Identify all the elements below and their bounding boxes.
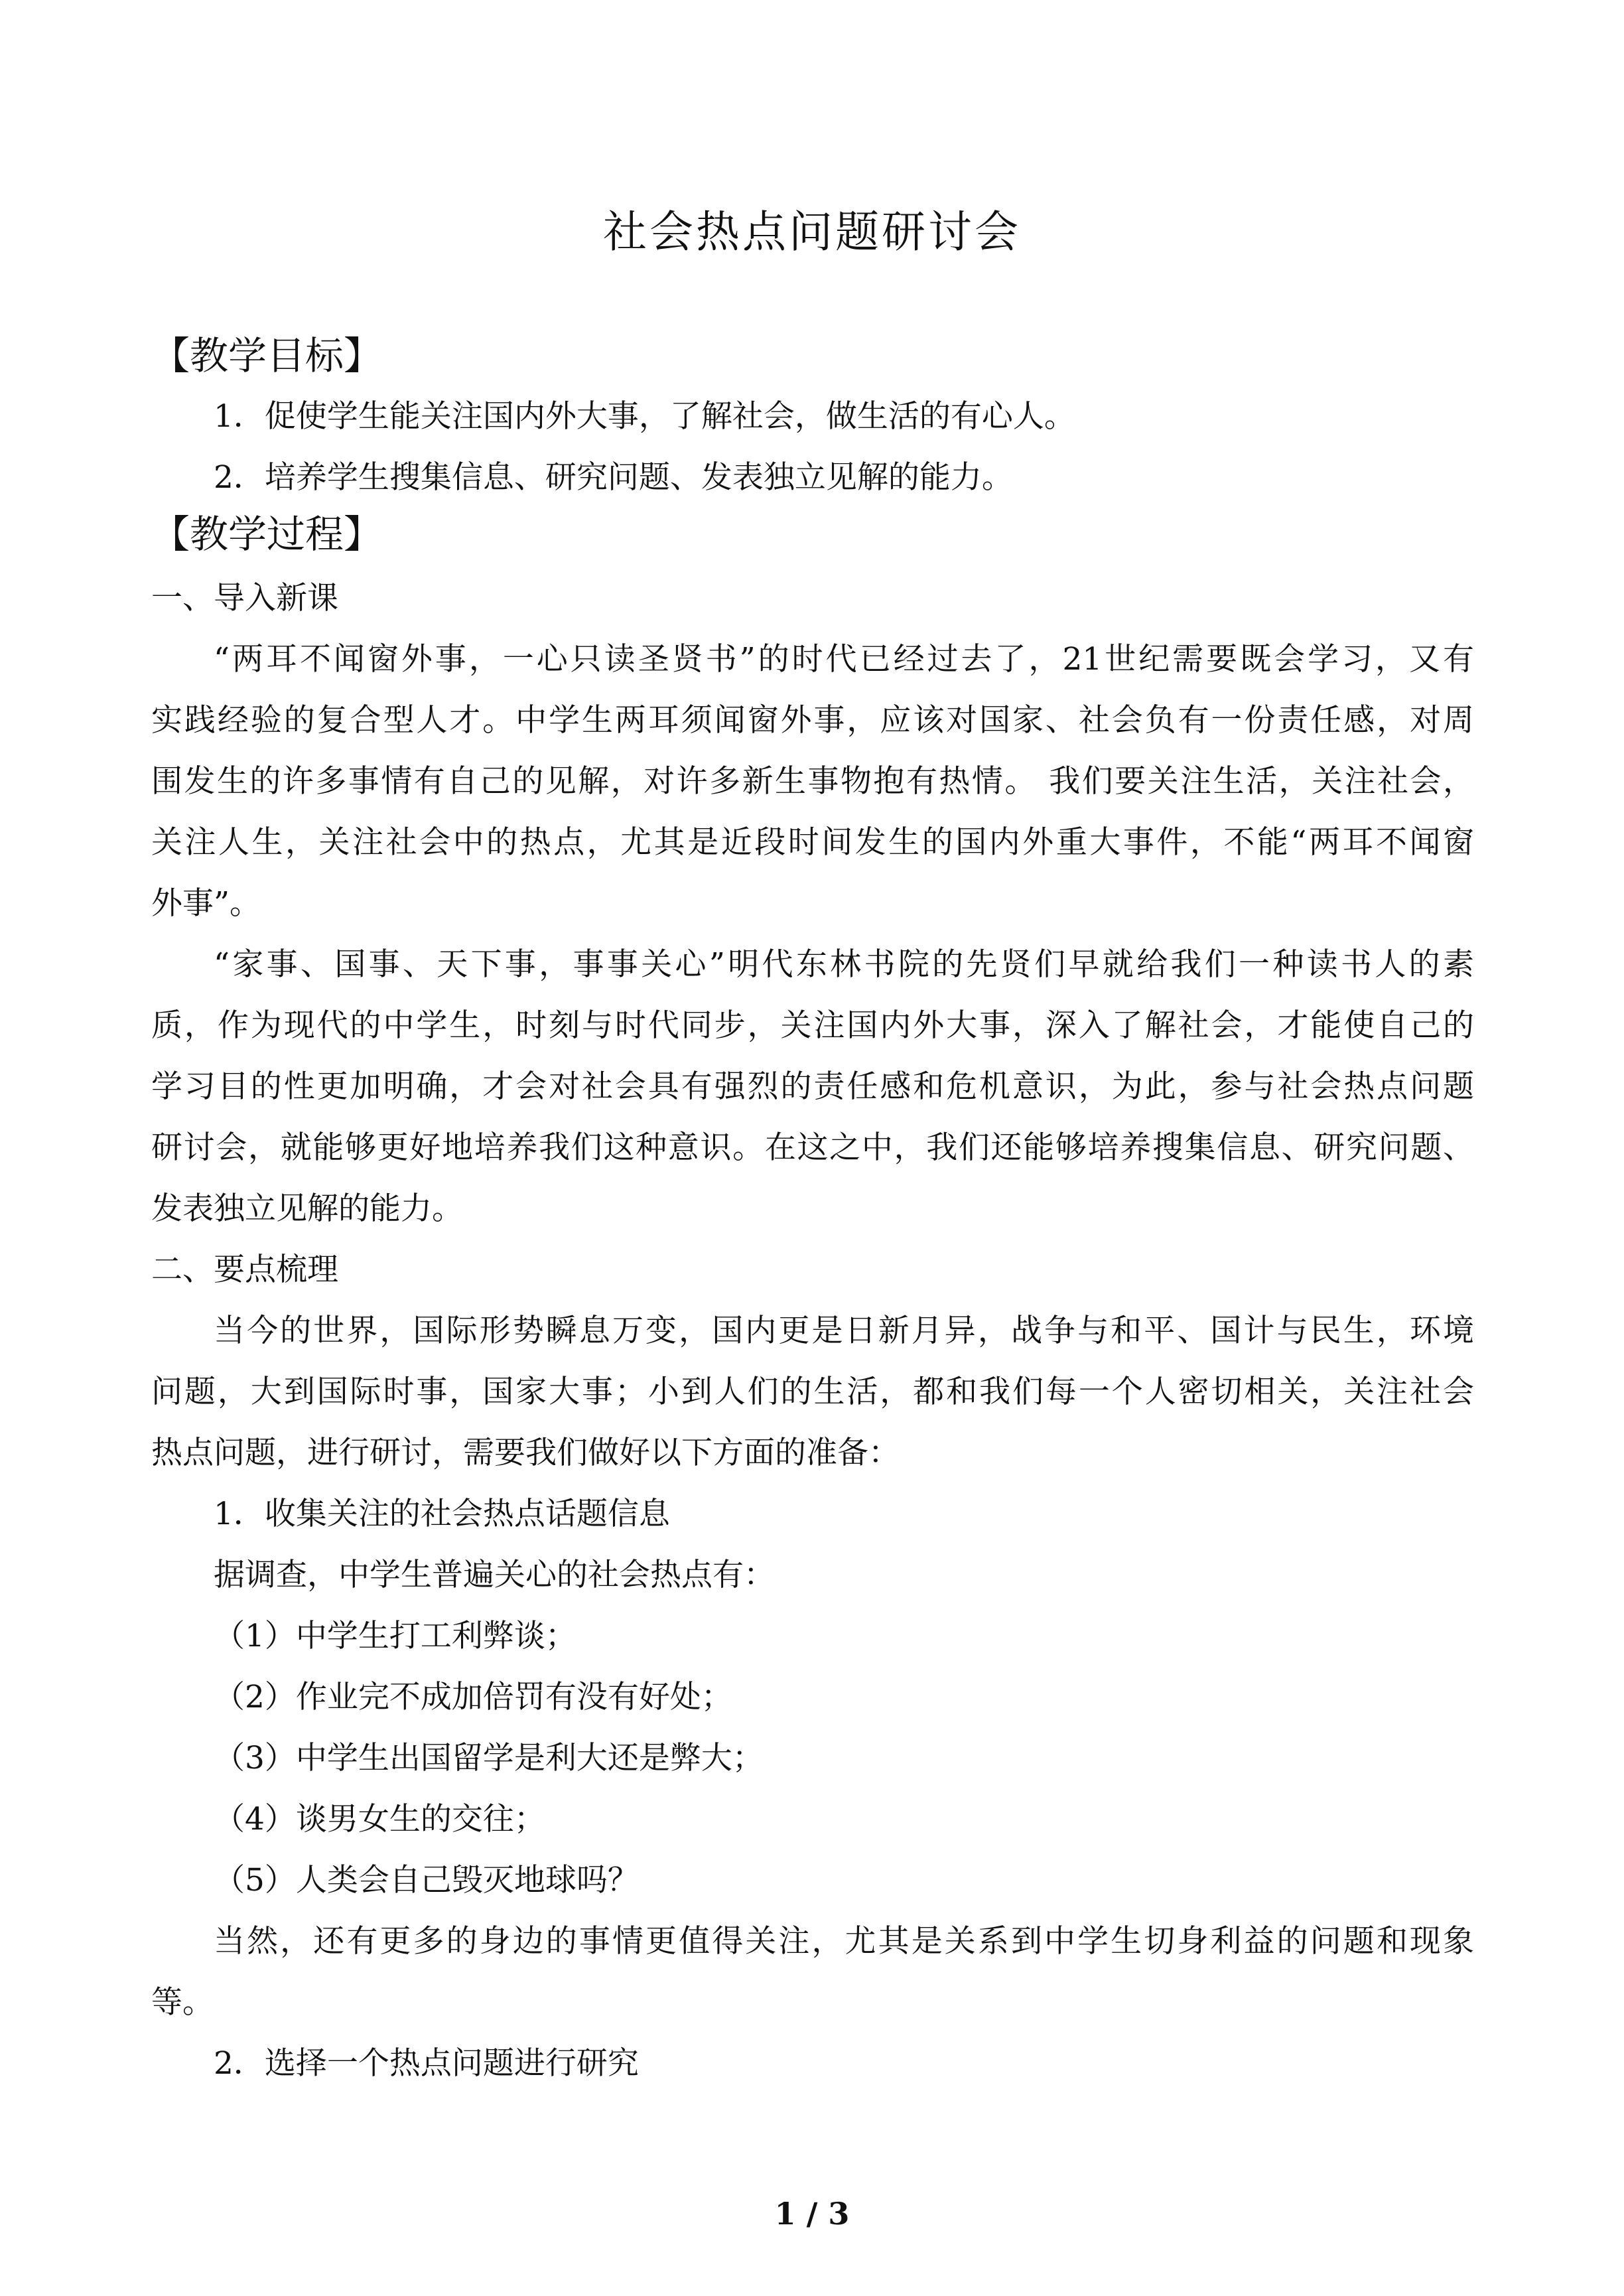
paragraph-line: 围发生的许多事情有自己的见解，对许多新生事物抱有热情。 我们要关注生活，关注社会， — [151, 763, 1474, 800]
paragraph-line: 质，作为现代的中学生，时刻与时代同步，关注国内外大事，深入了解社会，才能使自己的 — [151, 1007, 1474, 1044]
paragraph-line: 问题，大到国际时事，国家大事；小到人们的生活，都和我们每一个人密切相关，关注社会 — [151, 1374, 1474, 1410]
paragraph-line: 当然，还有更多的身边的事情更值得关注，尤其是关系到中学生切身利益的问题和现象 — [214, 1923, 1474, 1960]
topic-item: （2）作业完不成加倍罚有没有好处； — [214, 1679, 732, 1715]
topic-item: （3）中学生出国留学是利大还是弊大； — [214, 1740, 764, 1776]
paragraph-line: 当今的世界，国际形势瞬息万变，国内更是日新月异，战争与和平、国计与民生，环境 — [214, 1313, 1474, 1349]
goals-heading: 【教学目标】 — [151, 333, 383, 378]
page-title: 社会热点问题研讨会 — [603, 206, 1021, 257]
step1-heading: 1．收集关注的社会热点话题信息 — [214, 1496, 670, 1532]
paragraph-line: 发表独立见解的能力。 — [151, 1190, 463, 1227]
paragraph-line: “家事、国事、天下事，事事关心”明代东林书院的先贤们早就给我们一种读书人的素 — [214, 946, 1474, 983]
paragraph-line: “两耳不闻窗外事，一心只读圣贤书”的时代已经过去了，21世纪需要既会学习，又有 — [214, 641, 1474, 678]
goal-item: 2．培养学生搜集信息、研究问题、发表独立见解的能力。 — [214, 459, 1013, 496]
paragraph-line: 外事”。 — [151, 885, 261, 922]
page-number: 1 / 3 — [774, 2196, 850, 2232]
paragraph-line: 关注人生，关注社会中的热点，尤其是近段时间发生的国内外重大事件，不能“两耳不闻窗 — [151, 824, 1474, 861]
part1-heading: 一、导入新课 — [151, 580, 338, 616]
topic-item: （1）中学生打工利弊谈； — [214, 1618, 576, 1654]
paragraph-line: 研讨会，就能够更好地培养我们这种意识。在这之中，我们还能够培养搜集信息、研究问题、 — [151, 1129, 1474, 1166]
step2-heading: 2．选择一个热点问题进行研究 — [214, 2045, 639, 2082]
paragraph-line: 实践经验的复合型人才。中学生两耳须闻窗外事，应该对国家、社会负有一份责任感，对周 — [151, 702, 1474, 739]
survey-intro: 据调查，中学生普遍关心的社会热点有： — [214, 1557, 775, 1593]
goal-item: 1．促使学生能关注国内外大事，了解社会，做生活的有心人。 — [214, 398, 1075, 435]
paragraph-line: 热点问题，进行研讨，需要我们做好以下方面的准备： — [151, 1435, 900, 1471]
paragraph-line: 等。 — [151, 1984, 214, 2021]
topic-item: （4）谈男女生的交往； — [214, 1801, 545, 1837]
part2-heading: 二、要点梳理 — [151, 1252, 338, 1288]
paragraph-line: 学习目的性更加明确，才会对社会具有强烈的责任感和危机意识，为此，参与社会热点问题 — [151, 1068, 1474, 1105]
process-heading: 【教学过程】 — [151, 512, 383, 557]
topic-item: （5）人类会自己毁灭地球吗？ — [214, 1862, 639, 1899]
